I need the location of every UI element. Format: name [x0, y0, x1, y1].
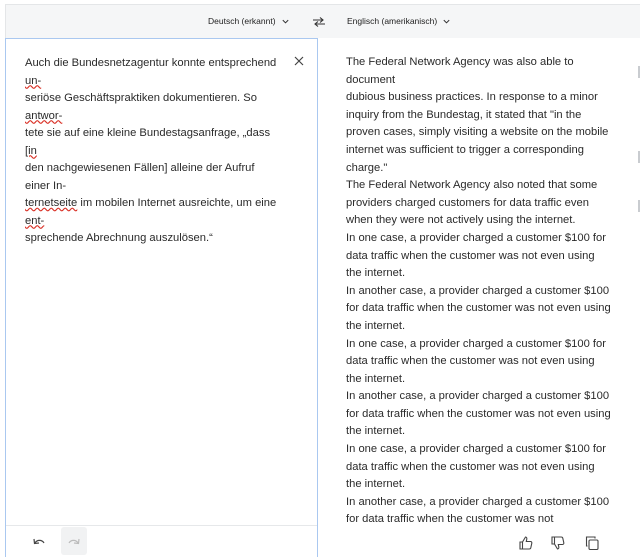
source-line: ent-: [25, 214, 45, 227]
translation-paragraph: In another case, a provider charged a customer $100 for data traffic when the customer was not even using the internet.: [346, 284, 611, 332]
source-line: [in: [25, 144, 37, 157]
swap-languages-icon[interactable]: [312, 16, 326, 28]
translation-paragraph: In one case, a provider charged a customer $100 for data traffic when the customer was not even using the internet.: [346, 231, 606, 280]
source-line: Auch die Bundesnetzagentur konnte entsprechend: [25, 57, 277, 69]
source-footer: [6, 525, 317, 557]
translation-footer: [318, 528, 640, 557]
source-text-panel[interactable]: [5, 38, 318, 557]
thumbs-down-icon[interactable]: [550, 535, 566, 551]
source-line: den nachgewiesenen Fällen] alleine der Aufruf: [25, 162, 255, 174]
translation-paragraph: In one case, a provider charged a customer $100 for data traffic when the customer was not even using the internet.: [346, 337, 606, 385]
source-language-select[interactable]: [208, 16, 290, 26]
source-line: sprechende Abrechnung auszulösen.“: [25, 232, 213, 244]
chevron-down-icon: [281, 17, 290, 26]
redo-icon: [66, 534, 82, 550]
translation-paragraph: dubious business practices. In response to a minor inquiry from the Bundestag, it stated that "in the proven cases, simply visiting a website on the mobile internet was sufficient to trigger a corresponding charge.": [346, 91, 609, 174]
translation-paragraph: The Federal Network Agency also noted that some providers charged customers for data traffic even when they were not actively using the internet.: [346, 179, 598, 227]
translation-paragraph: In another case, a provider charged a customer $100 for data traffic when the customer was not: [346, 495, 610, 526]
source-line: antwor-: [25, 109, 63, 122]
source-line: ternetseite im mobilen Internet ausreichte, um eine: [25, 197, 277, 209]
translation-panel: [318, 38, 628, 528]
source-line: seriöse Geschäftspraktiken dokumentieren. So: [25, 92, 257, 104]
copy-icon[interactable]: [584, 535, 600, 551]
thumbs-up-icon[interactable]: [518, 535, 534, 551]
target-language-label: Englisch (amerikanisch): [347, 16, 438, 26]
redo-button[interactable]: [61, 527, 87, 555]
right-side-panel-edge: [630, 38, 640, 557]
source-line: un-: [25, 74, 42, 87]
source-line: einer In-: [25, 179, 67, 192]
source-line: tete sie auf eine kleine Bundestagsanfrage, „dass: [25, 127, 271, 139]
source-language-label: Deutsch (erkannt): [208, 16, 276, 26]
chevron-down-icon: [442, 17, 451, 26]
language-bar: [5, 4, 640, 38]
translation-paragraph: In one case, a provider charged a customer $100 for data traffic when the customer was not even using the internet.: [346, 443, 606, 491]
target-language-select[interactable]: [347, 16, 451, 26]
close-icon[interactable]: [292, 54, 306, 68]
translation-text: [346, 54, 611, 528]
translation-paragraph: In another case, a provider charged a customer $100 for data traffic when the customer was not even using the internet.: [346, 390, 611, 438]
source-textarea[interactable]: [25, 55, 295, 248]
translation-paragraph: The Federal Network Agency was also able to document: [346, 56, 574, 86]
undo-icon[interactable]: [31, 534, 47, 550]
